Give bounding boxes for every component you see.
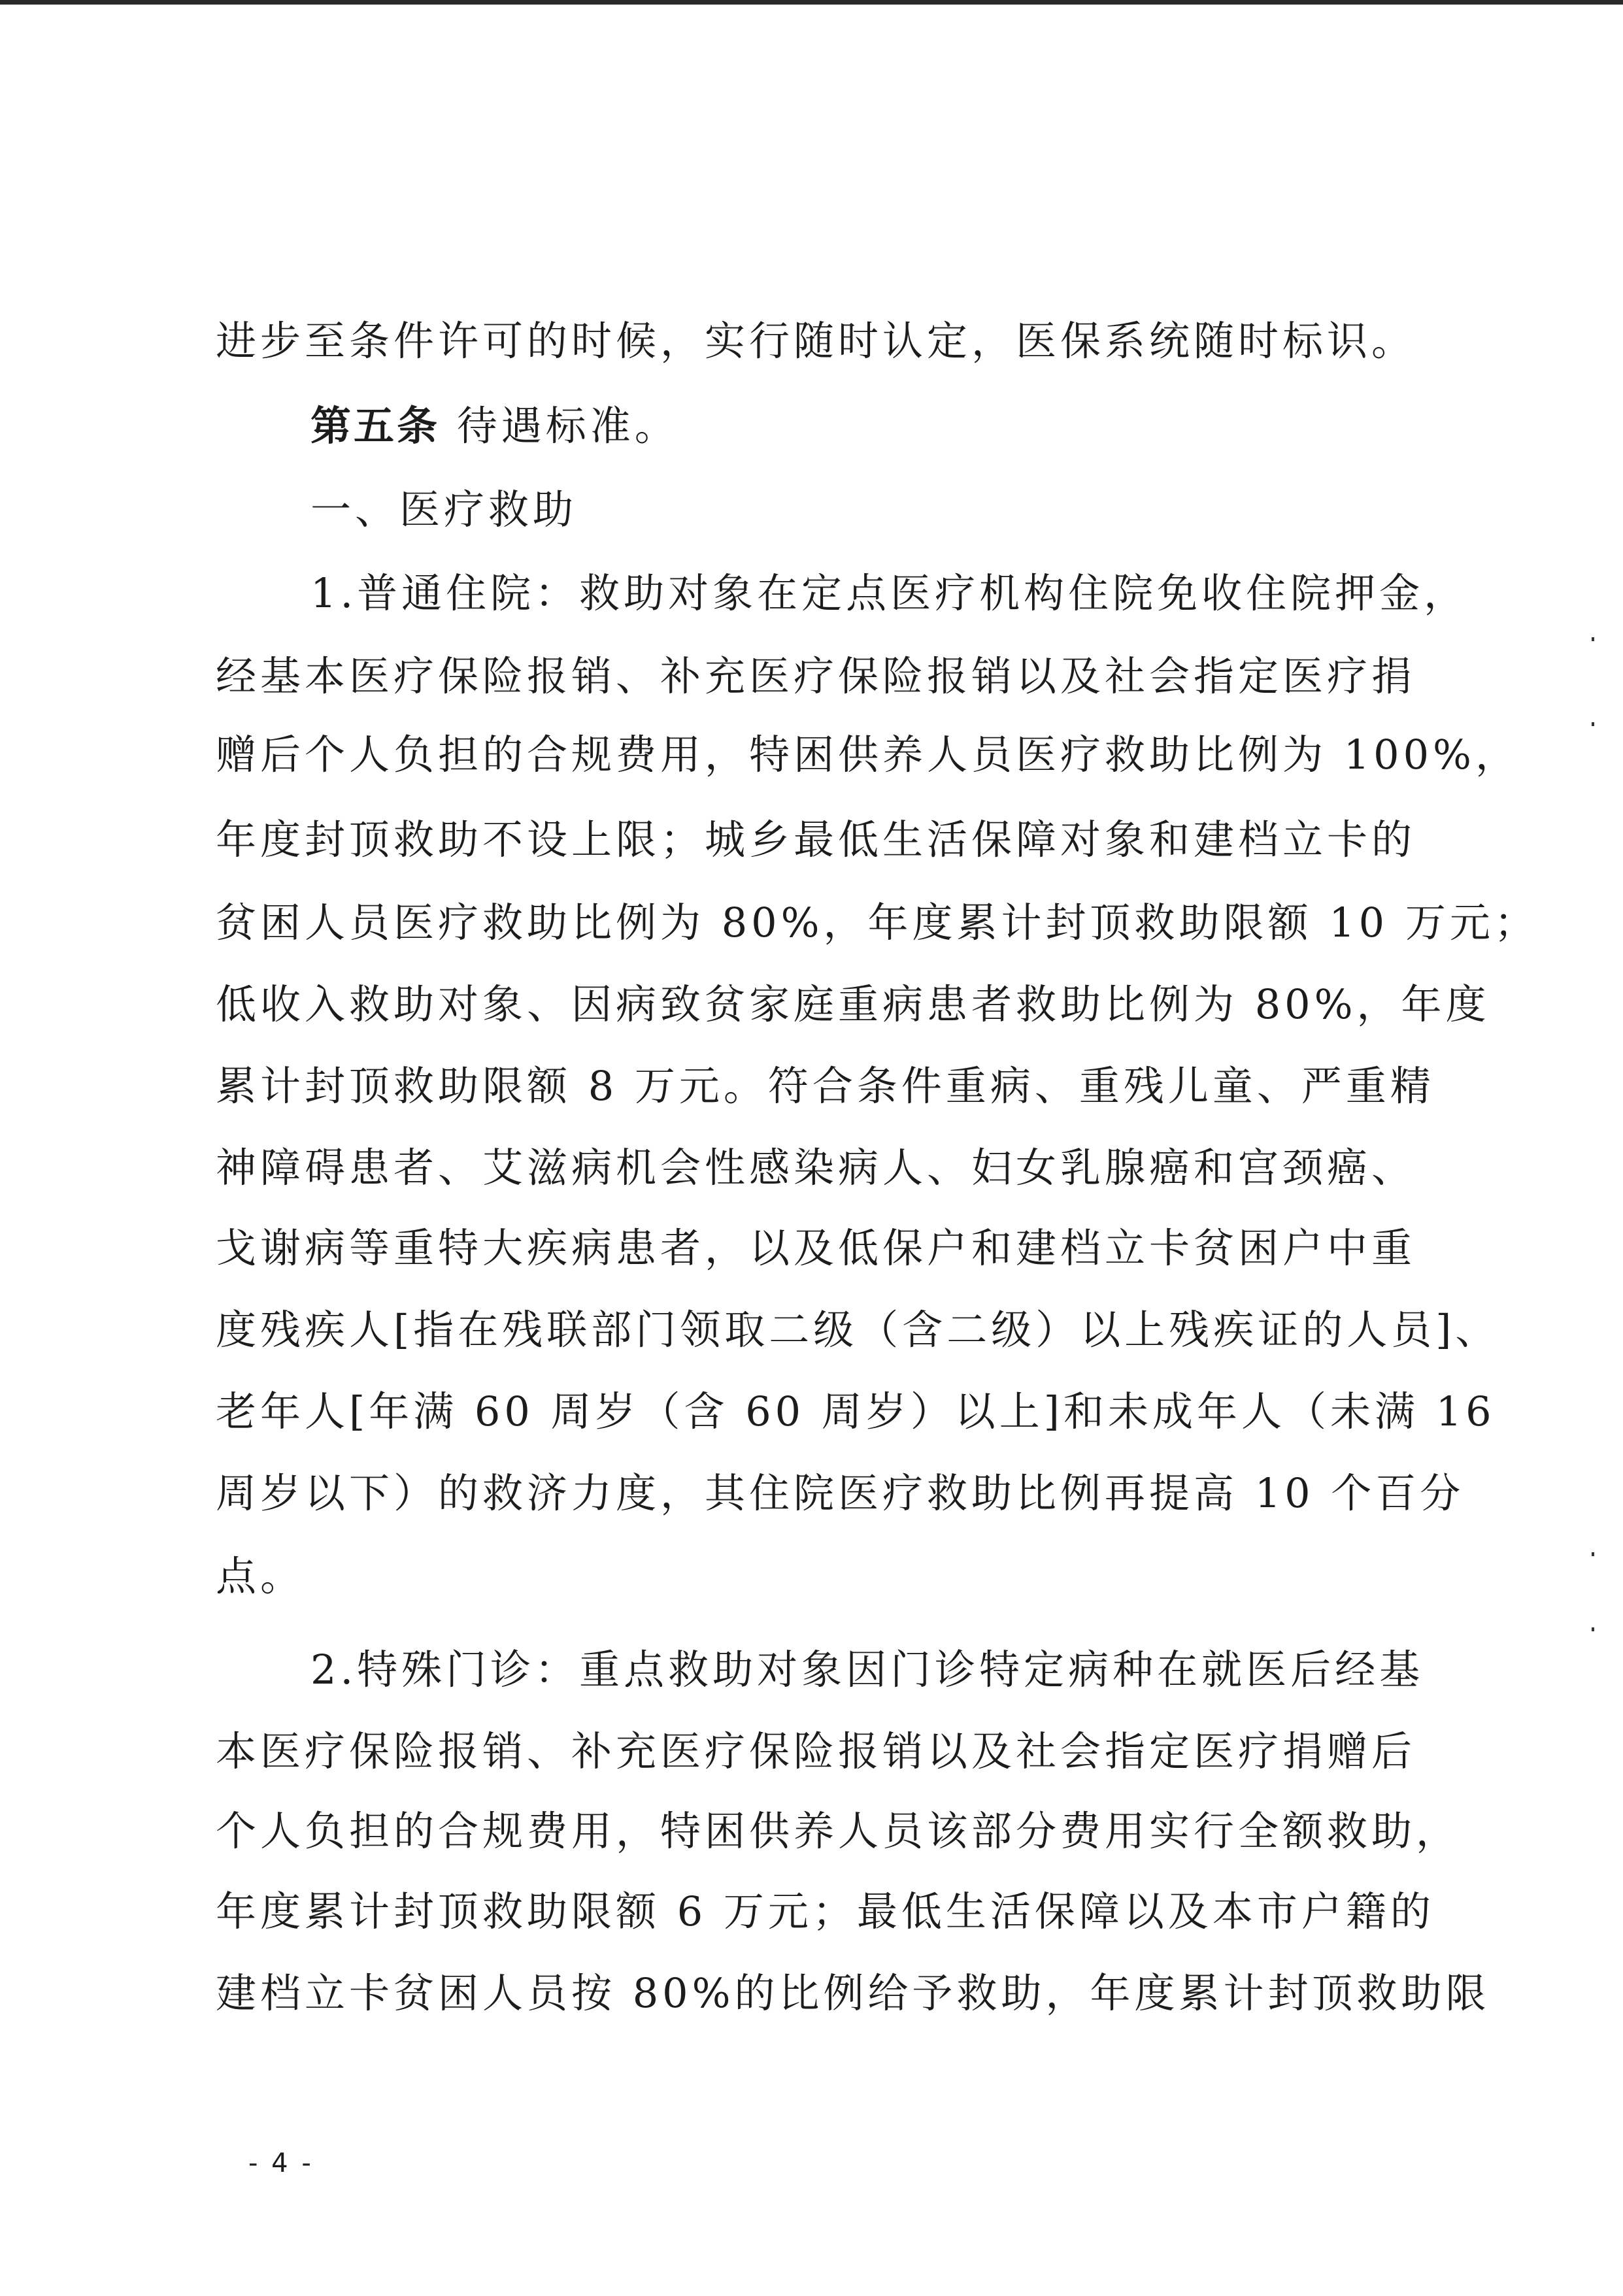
text-line-8: 贫困人员医疗救助比例为 80%，年度累计封顶救助限额 10 万元； [216,899,1539,946]
text-line-14: 老年人[年满 60 周岁（含 60 周岁）以上]和未成年人（未满 16 [216,1388,1496,1435]
scan-speck [1592,1627,1594,1631]
text-line-5: 经基本医疗保险报销、补充医疗保险报销以及社会指定医疗捐 [216,652,1416,700]
text-line-6: 赠后个人负担的合规费用，特困供养人员医疗救助比例为 100%， [216,731,1520,778]
text-line-7: 年度封顶救助不设上限；城乡最低生活保障对象和建档立卡的 [216,816,1416,863]
text-line-15: 周岁以下）的救济力度，其住院医疗救助比例再提高 10 个百分 [216,1469,1465,1517]
text-line-13: 度残疾人[指在残联部门领取二级（含二级）以上残疾证的人员]、 [216,1306,1500,1354]
page-number: - 4 - [248,2148,314,2178]
scan-speck [1592,722,1594,726]
text-line-4: 1.普通住院：救助对象在定点医疗机构住院免收住院押金， [310,569,1469,617]
section-heading: 一、医疗救助 [310,486,578,533]
article-title: 待遇标准。 [456,402,679,450]
scan-speck [1592,1552,1594,1556]
text-line-9: 低收入救助对象、因病致贫家庭重病患者救助比例为 80%，年度 [216,980,1490,1028]
text-line-16: 点。 [216,1552,305,1600]
text-line-21: 建档立卡贫困人员按 80%的比例给予救助，年度累计封顶救助限 [216,1969,1490,2017]
text-line-20: 年度累计封顶救助限额 6 万元；最低生活保障以及本市户籍的 [216,1888,1435,1935]
article-label: 第五条 [310,402,441,450]
article-heading [310,400,1458,452]
text-line-18: 本医疗保险报销、补充医疗保险报销以及社会指定医疗捐赠后 [216,1727,1416,1775]
scan-speck [1592,637,1594,641]
text-line-11: 神障碍患者、艾滋病机会性感染病人、妇女乳腺癌和宫颈癌、 [216,1144,1416,1191]
text-line-12: 戈谢病等重特大疾病患者，以及低保户和建档立卡贫困户中重 [216,1224,1416,1272]
text-line-19: 个人负担的合规费用，特困供养人员该部分费用实行全额救助， [216,1807,1461,1855]
text-line-17: 2.特殊门诊：重点救助对象因门诊特定病种在就医后经基 [310,1646,1424,1693]
text-line-10: 累计封顶救助限额 8 万元。符合条件重病、重残儿童、严重精 [216,1062,1435,1110]
text-line-1: 进步至条件许可的时候，实行随时认定，医保系统随时标识。 [216,317,1416,365]
